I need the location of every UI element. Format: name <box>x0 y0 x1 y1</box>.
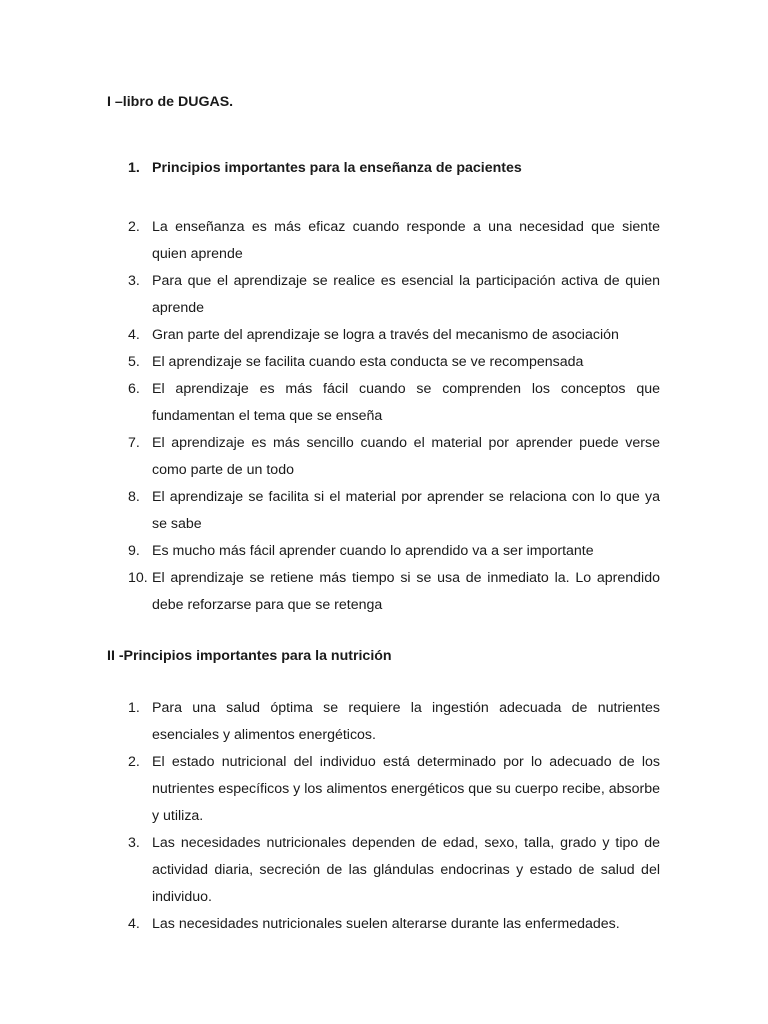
list-item-number: 7. <box>128 435 140 451</box>
list-item <box>128 538 660 565</box>
list-item-text: Es mucho más fácil aprender cuando lo aprendido va a ser importante <box>152 543 594 559</box>
list-item <box>128 349 660 376</box>
list-item <box>128 695 660 749</box>
teaching-principles-list <box>128 214 660 619</box>
list-item-number: 3. <box>128 273 140 289</box>
list-item <box>128 484 660 538</box>
list-item <box>128 565 660 619</box>
list-item-number: 5. <box>128 354 140 370</box>
list-item-number: 6. <box>128 381 140 397</box>
list-item-text: Para una salud óptima se requiere la ingestión adecuada de nutrientes esenciales y alimentos energéticos. <box>152 700 660 743</box>
list-item-text: La enseñanza es más eficaz cuando responde a una necesidad que siente quien aprende <box>152 219 660 262</box>
list-item-text: El aprendizaje se retiene más tiempo si se usa de inmediato la. Lo aprendido debe reforzarse para que se retenga <box>152 570 660 613</box>
section1-subheading <box>128 158 660 178</box>
list-item-number: 1. <box>128 700 140 716</box>
list-item <box>128 376 660 430</box>
document-title: I –libro de DUGAS. <box>107 94 234 110</box>
list-item-text: El aprendizaje es más sencillo cuando el material por aprender puede verse como parte de un todo <box>152 435 660 478</box>
section1-subheading-text: Principios importantes para la enseñanza de pacientes <box>152 160 522 176</box>
list-item-number: 4. <box>128 916 140 932</box>
list-item-number: 4. <box>128 327 140 343</box>
list-item <box>128 214 660 268</box>
list-item-number: 8. <box>128 489 140 505</box>
list-item <box>128 830 660 911</box>
list-item-number: 10. <box>128 570 148 586</box>
list-item-text: El aprendizaje se facilita cuando esta conducta se ve recompensada <box>152 354 584 370</box>
section1-subheading-number: 1. <box>128 160 140 176</box>
list-item-number: 9. <box>128 543 140 559</box>
list-item-number: 2. <box>128 754 140 770</box>
list-item <box>128 322 660 349</box>
list-item-number: 2. <box>128 219 140 235</box>
list-item-text: Para que el aprendizaje se realice es esencial la participación activa de quien aprende <box>152 273 660 316</box>
list-item-number: 3. <box>128 835 140 851</box>
list-item <box>128 749 660 830</box>
list-item-text: El aprendizaje se facilita si el material por aprender se relaciona con lo que ya se sabe <box>152 489 660 532</box>
section2-heading: II -Principios importantes para la nutrición <box>107 648 392 664</box>
list-item <box>128 268 660 322</box>
nutrition-principles-list <box>128 695 660 938</box>
list-item <box>128 911 660 938</box>
list-item-text: Las necesidades nutricionales dependen de edad, sexo, talla, grado y tipo de actividad diaria, secreción de las glándulas endocrinas y estado de salud del individuo. <box>152 835 660 905</box>
list-item-text: El aprendizaje es más fácil cuando se comprenden los conceptos que fundamentan el tema que se enseña <box>152 381 660 424</box>
list-item-text: Gran parte del aprendizaje se logra a través del mecanismo de asociación <box>152 327 619 343</box>
list-item <box>128 430 660 484</box>
list-item-text: Las necesidades nutricionales suelen alterarse durante las enfermedades. <box>152 916 620 932</box>
list-item-text: El estado nutricional del individuo está determinado por lo adecuado de los nutrientes específicos y los alimentos energéticos que su cuerpo recibe, absorbe y utiliza. <box>152 754 660 824</box>
